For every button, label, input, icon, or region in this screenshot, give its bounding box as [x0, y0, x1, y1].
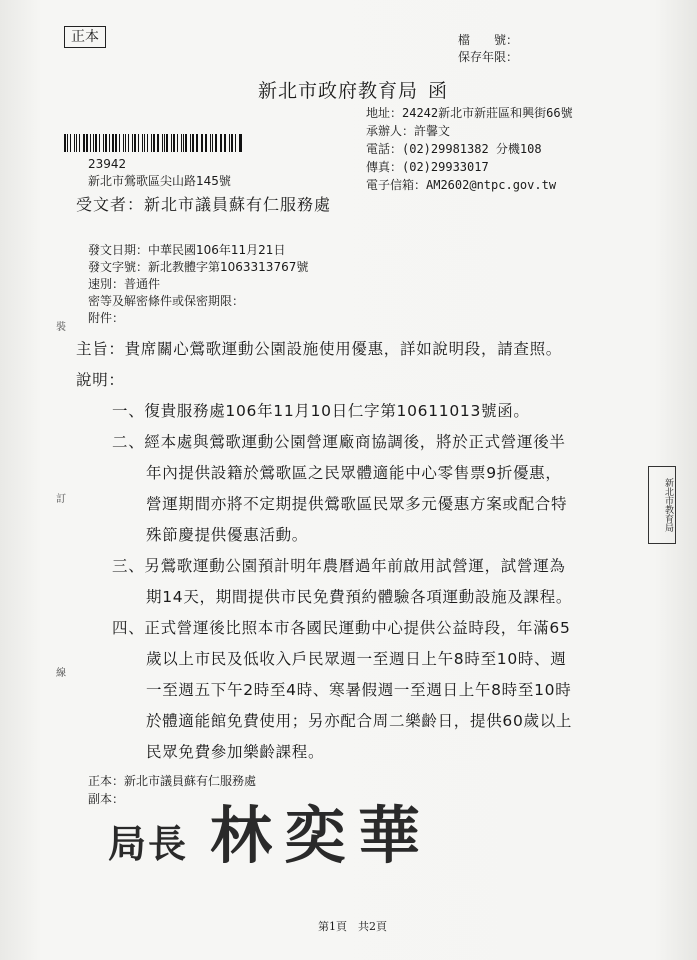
barcode-bar — [147, 134, 148, 152]
barcode-bar — [162, 134, 163, 152]
barcode-bar — [86, 134, 88, 152]
barcode-bar — [67, 134, 68, 152]
barcode-bar — [64, 134, 66, 152]
barcode-bar — [205, 134, 207, 152]
barcode-bar — [79, 134, 80, 152]
barcode-bar — [185, 134, 187, 152]
director-signature — [108, 786, 432, 875]
copy-recipient: 副本： — [88, 792, 125, 806]
official-seal: 新北市教育局 — [648, 466, 676, 544]
item-4-line-2: 歲以上市民及低收入戶民眾週一至週日上午8時至10時、週 — [146, 650, 567, 668]
barcode-bar — [76, 134, 77, 152]
binding-mark-bottom: 線 — [56, 668, 66, 679]
recipient-line: 受文者：新北市議員蘇有仁服務處 — [76, 195, 332, 214]
item-2-line-3: 營運期間亦將不定期提供鶯歌區民眾多元優惠方案或配合特 — [146, 495, 568, 513]
barcode-bar — [142, 134, 143, 152]
barcode-bar — [220, 134, 221, 152]
file-number-label: 檔 號： — [458, 33, 519, 47]
barcode-bar — [164, 134, 165, 152]
page-footer: 第1頁 共2頁 — [318, 920, 387, 933]
barcode-bar — [134, 134, 136, 152]
barcode-bar — [229, 134, 230, 152]
original-copy-stamp: 正本 — [64, 26, 106, 48]
barcode-bar — [173, 134, 175, 152]
barcode-bar — [132, 134, 133, 152]
dispatch-number: 發文字號：新北教體字第1063313767號 — [88, 260, 309, 274]
contact-handler: 承辦人：許馨文 — [366, 124, 451, 138]
barcode-bar — [190, 134, 191, 152]
item-4-line-3: 一至週五下午2時至4時、寒暑假週一至週日上午8時至10時 — [146, 681, 572, 699]
barcode-bar — [144, 134, 146, 152]
barcode-bar — [235, 134, 236, 152]
barcode-bar — [128, 134, 130, 152]
barcode-bar — [221, 134, 222, 152]
item-1: 一、復貴服務處106年11月10日仁字第10611013號函。 — [112, 402, 530, 420]
barcode-bar — [240, 134, 242, 152]
signature-name: 林奕華 — [210, 799, 433, 872]
barcode-bar — [196, 134, 198, 152]
barcode-bar — [119, 134, 120, 152]
barcode-bar — [103, 134, 104, 152]
barcode-bar — [201, 134, 202, 152]
barcode-bar — [115, 134, 117, 152]
barcode-bar — [192, 134, 194, 152]
item-4-line-1: 四、正式營運後比照本市各國民運動中心提供公益時段，年滿65 — [112, 619, 571, 637]
dispatch-date: 發文日期：中華民國106年11月21日 — [88, 243, 286, 257]
barcode-bar — [125, 134, 126, 152]
binding-mark-top: 裝 — [56, 322, 66, 333]
item-4-line-4: 於體適能館免費使用；另亦配合周二樂齡日，提供60歲以上 — [146, 712, 573, 730]
barcode-bar — [105, 134, 107, 152]
contact-address: 地址：24242新北市新莊區和興街66號 — [366, 106, 573, 120]
document-title — [258, 76, 448, 103]
barcode-bar — [153, 134, 155, 152]
barcode-bar — [181, 134, 182, 152]
barcode-bar — [151, 134, 152, 152]
barcode-bar — [123, 134, 124, 152]
mailing-address: 新北市鶯歌區尖山路145號 — [88, 174, 231, 188]
barcode-bar — [90, 134, 91, 152]
postal-barcode — [64, 134, 244, 152]
item-2-line-1: 二、經本處與鶯歌運動公園營運廠商協調後，將於正式營運後半 — [112, 433, 566, 451]
contact-phone: 電話：(02)29981382 分機108 — [366, 142, 542, 156]
barcode-bar — [224, 134, 226, 152]
contact-block — [366, 104, 573, 194]
item-3-line-1: 三、另鶯歌運動公園預計明年農曆過年前啟用試營運，試營運為 — [112, 557, 566, 575]
barcode-bar — [95, 134, 97, 152]
mailing-postcode: 23942 — [88, 157, 127, 171]
barcode-bar — [70, 134, 71, 152]
barcode-bar — [138, 134, 139, 152]
contact-fax: 傳真：(02)29933017 — [366, 160, 489, 174]
signature-title: 局長 — [108, 821, 189, 866]
subject-line: 主旨：貴席關心鶯歌運動公園設施使用優惠，詳如說明段，請查照。 — [76, 340, 563, 358]
archive-info — [458, 32, 518, 66]
barcode-bar — [157, 134, 159, 152]
delivery-speed: 速別：普通件 — [88, 277, 161, 291]
barcode-bar — [83, 134, 85, 152]
barcode-bar — [112, 134, 114, 152]
contact-email: 電子信箱：AM2602@ntpc.gov.tw — [366, 178, 557, 192]
barcode-bar — [177, 134, 178, 152]
barcode-bar — [99, 134, 100, 152]
barcode-bar — [212, 134, 213, 152]
document-type: 函 — [428, 80, 449, 102]
item-3-line-2: 期14天，期間提供市民免費預約體驗各項運動設施及課程。 — [146, 588, 573, 606]
barcode-bar — [202, 134, 203, 152]
item-4-line-5: 民眾免費參加樂齡課程。 — [146, 743, 325, 761]
item-2-line-4: 殊節慶提供優惠活動。 — [146, 526, 309, 544]
barcode-bar — [74, 134, 76, 152]
mailing-block — [88, 156, 231, 190]
barcode-bar — [215, 134, 217, 152]
explanation-heading: 說明： — [76, 371, 125, 389]
binding-mark-middle: 訂 — [56, 494, 66, 505]
agency-name: 新北市政府教育局 — [258, 80, 419, 102]
barcode-bar — [239, 134, 240, 152]
barcode-bar — [231, 134, 233, 152]
barcode-bar — [166, 134, 168, 152]
security-level: 密等及解密條件或保密期限： — [88, 294, 245, 308]
barcode-bar — [171, 134, 172, 152]
retention-label: 保存年限： — [458, 50, 519, 64]
item-2-line-2: 年內提供設籍於鶯歌區之民眾體適能中心零售票9折優惠， — [146, 464, 562, 482]
attachments: 附件： — [88, 311, 125, 325]
barcode-bar — [109, 134, 110, 152]
barcode-bar — [210, 134, 211, 152]
document-meta — [88, 242, 308, 327]
barcode-bar — [183, 134, 184, 152]
original-recipient: 正本：新北市議員蘇有仁服務處 — [88, 774, 257, 788]
barcode-bar — [93, 134, 94, 152]
